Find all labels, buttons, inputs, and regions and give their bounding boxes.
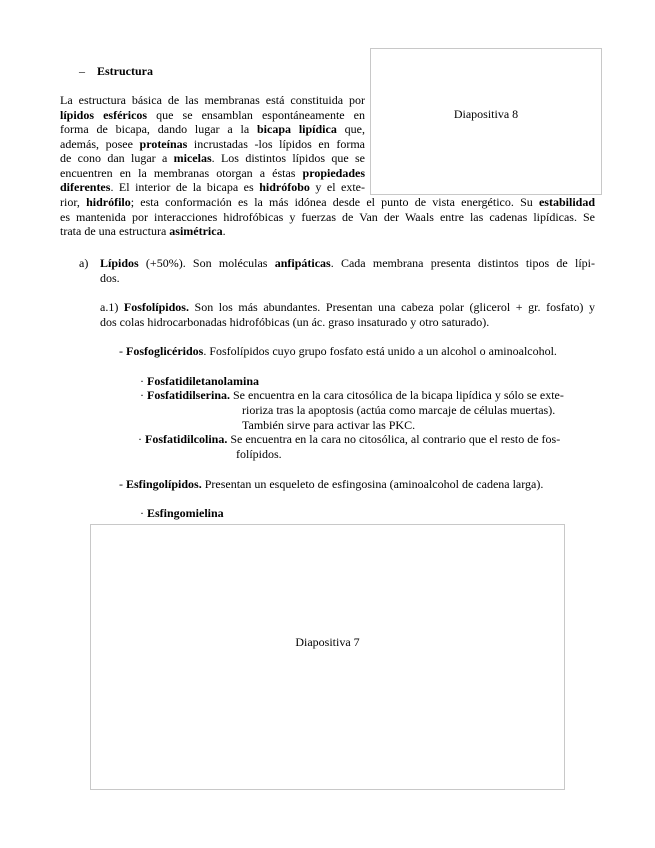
text-run: a.1) bbox=[100, 300, 124, 314]
text-run: Se encuentra en la cara no citosólica, al contrario que el resto de fos- bbox=[227, 432, 561, 446]
text-run: trata de una estructura bbox=[60, 224, 170, 238]
pc-item-continued bbox=[236, 447, 282, 462]
slide-7-placeholder bbox=[90, 524, 565, 790]
bold-term: Fosfolípidos. bbox=[123, 300, 189, 314]
text-line bbox=[60, 137, 365, 152]
text-run: forma de bicapa, dando lugar a la bbox=[60, 122, 257, 136]
text-run: dos. bbox=[100, 270, 120, 285]
bold-term: diferentes bbox=[60, 180, 111, 194]
text-run: . El interior de la bicapa es bbox=[110, 180, 260, 194]
text-line bbox=[60, 166, 365, 181]
bold-term: proteínas bbox=[139, 136, 188, 151]
bold-term: Esfingomielina bbox=[147, 506, 224, 520]
bold-term: estabilidad bbox=[538, 195, 595, 209]
text-run: (+50%). Son moléculas bbox=[138, 256, 275, 270]
text-run: encuentren en la membranas otorgan a éstas bbox=[60, 165, 303, 180]
text-run: ; esta conformación es la más idónea desde el punto de vista energético. Su bbox=[130, 195, 539, 209]
text-line bbox=[60, 224, 595, 239]
bold-term: bicapa lipídica bbox=[257, 122, 337, 136]
text-run: y el exte- bbox=[309, 180, 365, 194]
lipids-paragraph bbox=[100, 256, 595, 285]
text-run: rior, bbox=[60, 195, 87, 209]
text-line: También sirve para activar las PKC. bbox=[242, 417, 416, 432]
text-line bbox=[60, 210, 595, 225]
text-line bbox=[60, 122, 365, 137]
text-line bbox=[60, 151, 365, 166]
text-line: folípidos. bbox=[236, 447, 282, 461]
text-run: que, bbox=[336, 122, 365, 136]
text-line bbox=[60, 180, 365, 195]
lipids-marker: a) bbox=[79, 256, 89, 270]
text-run: es mantenida por interacciones hidrofóbicas y fuerzas de Van der Waals entre las cadenas lipídicas. Se bbox=[60, 209, 595, 224]
bold-term: Fosfatidilserina. bbox=[147, 388, 230, 402]
slide-8-label: Diapositiva 8 bbox=[453, 107, 519, 121]
bold-term: propiedades bbox=[302, 165, 365, 180]
text-line: rioriza tras la apoptosis (actúa como marcaje de células muertas). bbox=[242, 403, 556, 417]
text-run: . Fosfolípidos cuyo grupo fosfato está unido a un alcohol o aminoalcohol. bbox=[203, 344, 557, 358]
pc-item bbox=[138, 432, 560, 447]
slide-8-placeholder bbox=[370, 48, 602, 195]
text-line bbox=[100, 256, 595, 271]
text-run: - bbox=[119, 477, 126, 491]
pe-item bbox=[140, 374, 259, 389]
text-run: de cono dan lugar a bbox=[60, 151, 174, 165]
text-run: Se encuentra en la cara citosólica de la bicapa lipídica y sólo se exte- bbox=[230, 388, 564, 402]
text-line bbox=[100, 315, 595, 330]
text-run: . bbox=[222, 224, 226, 238]
text-line bbox=[60, 195, 595, 210]
text-run: · bbox=[138, 432, 145, 446]
intro-paragraph-continued bbox=[60, 195, 595, 239]
ps-item bbox=[140, 388, 564, 403]
text-line bbox=[60, 108, 365, 123]
phosphoglycerides-item bbox=[119, 344, 557, 359]
bold-term: Esfingolípidos. bbox=[126, 477, 202, 491]
intro-paragraph bbox=[60, 93, 365, 195]
heading-title: Estructura bbox=[97, 64, 153, 78]
text-run: . Cada membrana presenta distintos tipos de lípi- bbox=[330, 256, 595, 270]
bold-term: asimétrica bbox=[169, 224, 223, 238]
text-run: Son los más abundantes. Presentan una cabeza polar (glicerol + gr. fosfato) y bbox=[188, 300, 595, 314]
text-run: Presentan un esqueleto de esfingosina (aminoalcohol de cadena larga). bbox=[201, 477, 544, 491]
phospholipids-paragraph bbox=[100, 300, 595, 329]
text-run: que se ensamblan espontáneamente en bbox=[147, 107, 365, 122]
bold-term: hidrófobo bbox=[259, 180, 310, 194]
text-run: · bbox=[140, 506, 147, 520]
sphingomyelin-item bbox=[140, 506, 224, 521]
text-run: además, posee bbox=[60, 136, 140, 151]
bold-term: hidrófilo bbox=[86, 195, 131, 209]
text-line bbox=[100, 300, 595, 315]
bold-term: Fosfatidiletanolamina bbox=[147, 374, 260, 388]
text-line bbox=[100, 271, 595, 286]
slide-7-label: Diapositiva 7 bbox=[295, 635, 360, 649]
text-run: . Los distintos lípidos que se bbox=[211, 151, 365, 165]
bold-term: lípidos esféricos bbox=[60, 107, 148, 122]
bold-term: Fosfatidilcolina. bbox=[145, 432, 228, 446]
text-run: - bbox=[119, 344, 126, 358]
bold-term: Lípidos bbox=[100, 256, 139, 270]
ps-item-continued bbox=[242, 403, 555, 432]
bold-term: Fosfoglicéridos bbox=[126, 344, 204, 358]
text-run: · bbox=[140, 388, 147, 402]
text-run: · bbox=[140, 374, 147, 388]
bold-term: anfipáticas bbox=[274, 256, 331, 270]
text-line bbox=[60, 93, 365, 108]
section-heading bbox=[79, 64, 153, 79]
text-run: dos colas hidrocarbonadas hidrofóbicas (un ác. graso insaturado y otro saturado). bbox=[100, 314, 490, 329]
heading-dash: – bbox=[79, 64, 85, 78]
sphingolipids-item bbox=[119, 477, 543, 492]
text-run: incrustadas -los lípidos en forma bbox=[187, 136, 365, 151]
text-run: La estructura básica de las membranas está constituida por bbox=[60, 93, 365, 107]
bold-term: micelas bbox=[173, 151, 212, 165]
